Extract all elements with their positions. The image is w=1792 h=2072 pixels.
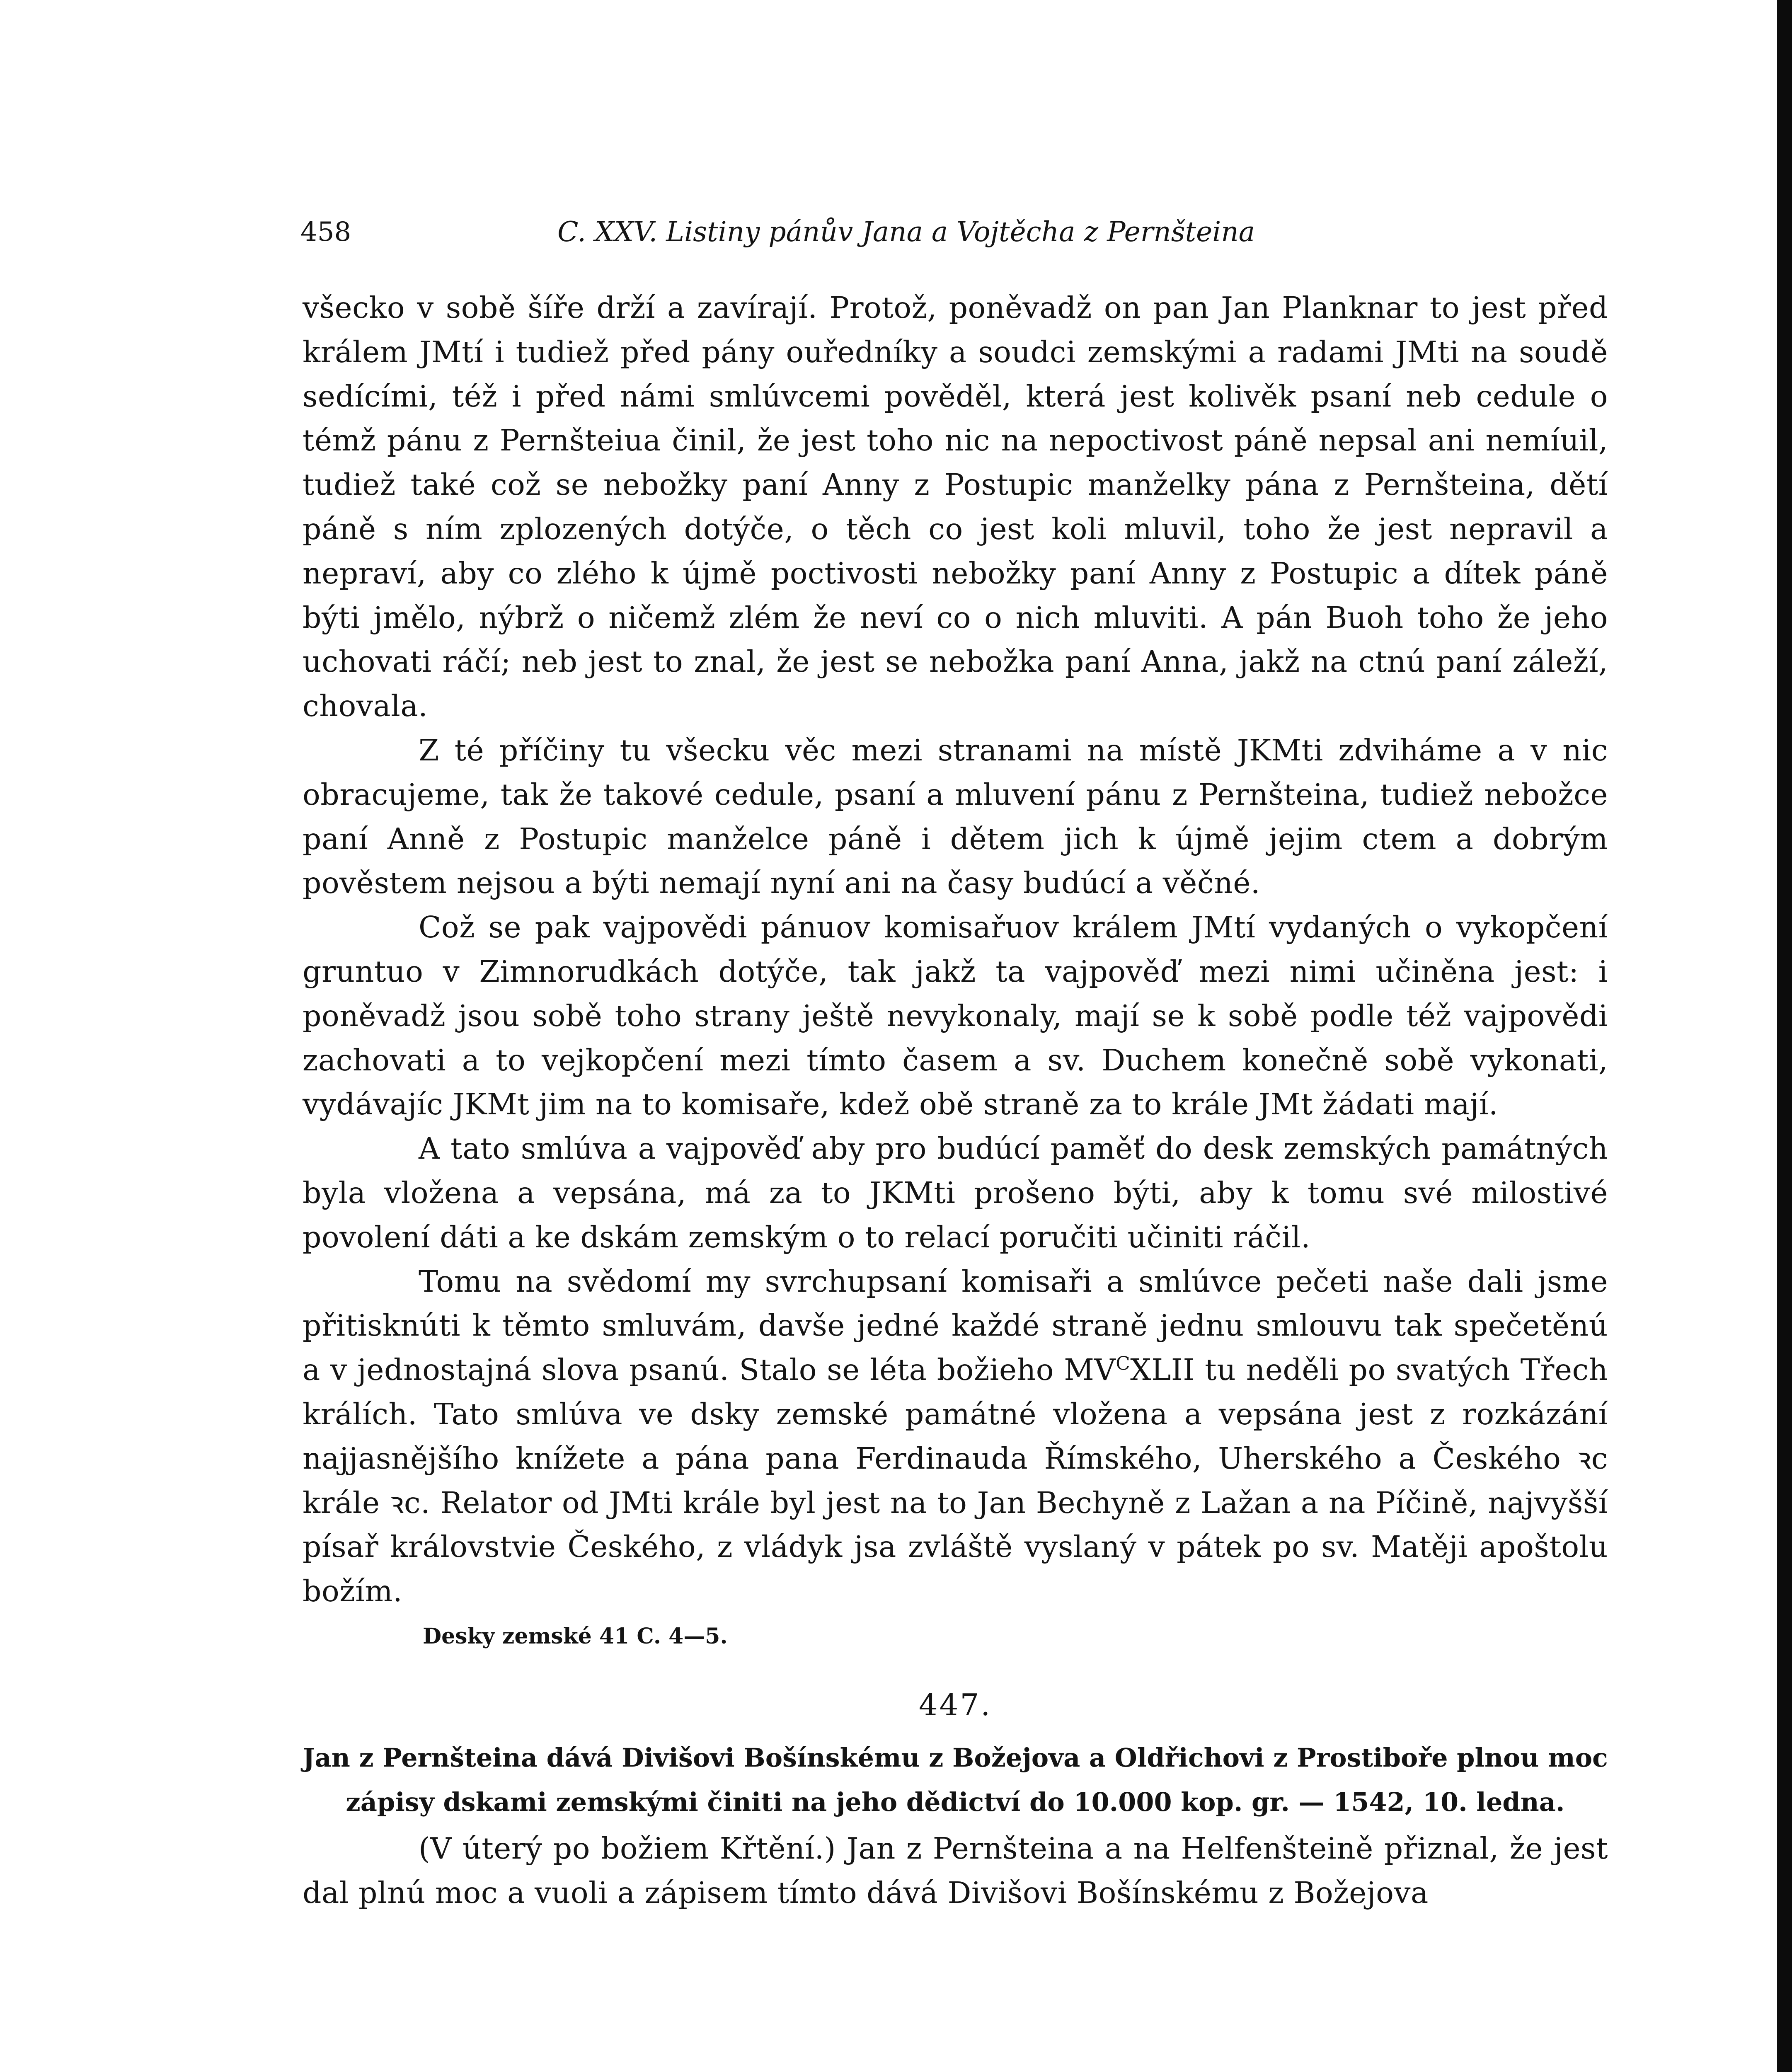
paragraph: Z té příčiny tu všecku věc mezi stranami na místě JKMti zdviháme a v nic obracujeme, tak že takové cedule, psaní a mluvení pánu z Pernšteina, tudiež nebožce paní Anně z Postupic manželce páně i dětem jich k újmě jejim ctem a dobrým pověstem nejsou a býti nemají nyní ani na časy budúcí a věčné.	[303, 733, 1608, 900]
final-superscript: C	[1116, 1352, 1131, 1375]
final-text-a: Tomu na svědomí my svrchupsaní komisaři a smlúvce pečeti naše dali jsme přitisknúti k těmto smluvám, davše jedné každé straně jednu smlouvu tak spečetěnú a v jednostajná slova psanú. Stalo se léta božieho MV	[303, 1264, 1608, 1387]
paragraph-continued: všecko v sobě šíře drží a zavírají. Protož, poněvadž on pan Jan Planknar to jest před králem JMtí i tudiež před pány ouředníky a soudci zemskými a radami JMti na soudě sedícími, též i před námi smlúvcemi pověděl, která jest kolivěk psaní neb cedule o témž pánu z Pernšteiua činil, že jest toho nic na nepoctivost páně nepsal ani nemíuil, tudiež také což se nebožky paní Anny z Postupic manželky pána z Pernšteina, dětí páně s ním zplozených dotýče, o těch co jest koli mluvil, toho že jest nepravil a nepraví, aby co zlého k újmě poctivosti nebožky paní Anny z Postupic a dítek páně býti jmělo, nýbrž o ničemž zlém že neví co o nich mluviti. A pán Buoh toho že jeho uchovati ráčí; neb jest to znal, že jest se nebožka paní Anna, jakž na ctnú paní záleží, chovala.	[303, 290, 1608, 724]
page-header	[300, 209, 1544, 255]
page-number: 458	[300, 217, 351, 247]
document-number: 447.	[918, 1687, 992, 1722]
source-note: Desky zemské 41 C. 4—5.	[423, 1623, 728, 1649]
paragraph: A tato smlúva a vajpověď aby pro budúcí paměť do desk zemských památných byla vložena a vepsána, má za to JKMti prošeno býti, aby k tomu své milostivé povolení dáti a ke dskám zemským o to relací poručiti učiniti ráčil.	[303, 1131, 1608, 1254]
paragraph-final	[303, 1260, 1608, 1614]
paragraph: Což se pak vajpovědi pánuov komisařuov králem JMtí vydaných o vykopčení gruntuo v Zimnorudkách dotýče, tak jakž ta vajpověď mezi nimi učiněna jest: i poněvadž jsou sobě toho strany ještě nevykonaly, mají se k sobě podle též vajpovědi zachovati a to vejkopčení mezi tímto časem a sv. Duchem konečně sobě vykonati, vydávajíc JKMt jim na to komisaře, kdež obě straně za to krále JMt žádati mají.	[303, 910, 1608, 1122]
document-text: (V úterý po božiem Křtění.) Jan z Pernšteina a na Helfenšteině přiznal, že jest dal plnú moc a vuoli a zápisem tímto dává Divišovi Bošínskému z Božejova	[303, 1831, 1608, 1910]
document-regest-line-2: zápisy dskami zemskými činiti na jeho dědictví do 10.000 kop. gr. — 1542, 10. ledna.	[346, 1786, 1565, 1817]
running-title: C. XXV. Listiny pánův Jana a Vojtěcha z Pernšteina	[557, 216, 1255, 248]
final-text-b: XLII tu neděli po svatých Třech králích. Tato smlúva ve dsky zemské památné vložena a vepsána jest z rozkázání najjasnějšího knížete a pána pana Ferdinauda Římského, Uherského a Českého ꝛc krále ꝛc. Relator od JMti krále byl jest na to Jan Bechyně z Lažan a na Píčině, najvyšší písař královstvie Českého, z vládyk jsa zvláště vyslaný v pátek po sv. Matěji apoštolu božím.	[303, 1353, 1608, 1609]
page-body	[303, 286, 1608, 1915]
scan-page-edge	[1777, 0, 1792, 2072]
document-regest-line-1: Jan z Pernšteina dává Divišovi Bošínskému z Božejova a Oldřichovi z Prostiboře plnou moc	[303, 1742, 1608, 1773]
